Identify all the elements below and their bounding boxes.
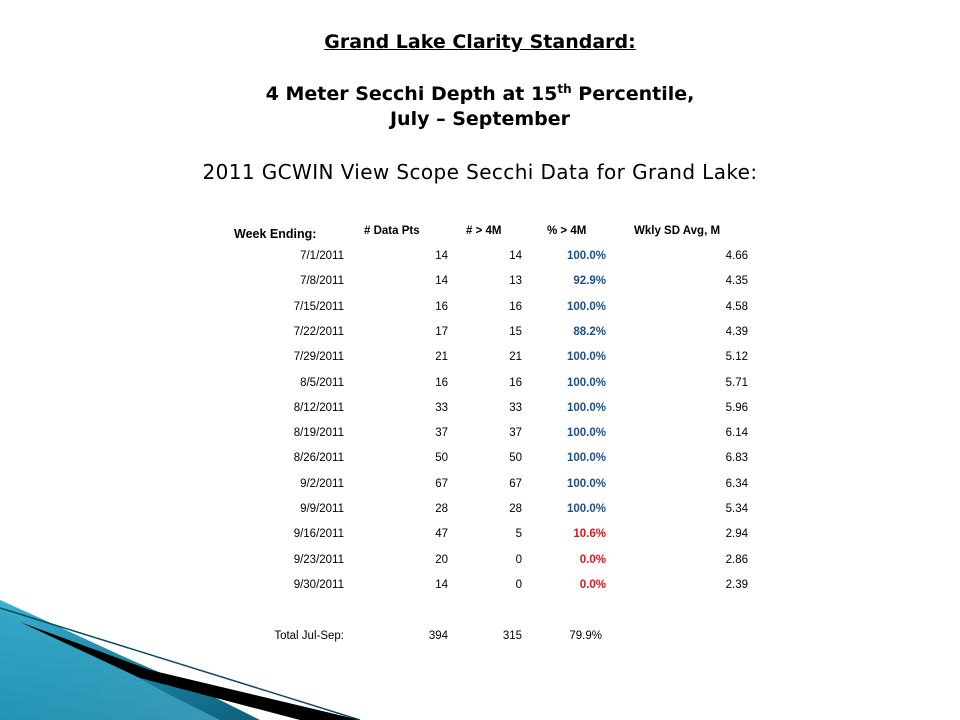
pct-gt4m-cell: 100.0% [566, 427, 606, 440]
wkly-avg-cell: 5.96 [725, 401, 748, 414]
week-ending-cell: 9/16/2011 [293, 528, 344, 541]
data-pts-cell: 67 [435, 477, 448, 490]
week-ending-cell: 7/29/2011 [293, 351, 344, 364]
count-gt4m-cell: 21 [509, 351, 522, 364]
wkly-avg-cell: 5.34 [725, 503, 748, 515]
pct-gt4m-cell: 100.0% [566, 503, 606, 515]
week-ending-cell: 9/2/2011 [300, 477, 344, 490]
teal-wave-highlight [0, 610, 220, 720]
standard-depth-line [0, 82, 960, 106]
data-pts-cell: 17 [435, 325, 448, 338]
wkly-avg-cell: 4.66 [725, 250, 748, 262]
data-pts-cell: 16 [435, 376, 448, 389]
data-pts-cell: 47 [435, 528, 448, 541]
total-label: Total Jul-Sep: [274, 630, 344, 642]
column-header: % > 4M [547, 225, 587, 237]
pct-gt4m-cell: 88.2% [573, 325, 606, 338]
wkly-avg-cell: 4.58 [725, 300, 748, 313]
pct-gt4m-cell: 100.0% [566, 300, 606, 313]
pct-gt4m-cell: 100.0% [566, 452, 606, 465]
count-gt4m-cell: 37 [509, 427, 522, 440]
week-ending-cell: 7/22/2011 [293, 325, 344, 338]
count-gt4m-cell: 50 [509, 452, 522, 465]
page-title: Grand Lake Clarity Standard: [324, 31, 636, 53]
count-gt4m-cell: 16 [509, 376, 522, 389]
standard-season-line: July – September [389, 108, 571, 130]
data-pts-cell: 37 [435, 427, 448, 440]
wkly-avg-cell: 4.39 [725, 325, 748, 338]
count-gt4m-cell: 0 [515, 553, 522, 566]
count-gt4m-cell: 14 [509, 250, 522, 262]
data-pts-cell: 14 [435, 275, 448, 288]
pct-gt4m-cell: 100.0% [566, 351, 606, 364]
week-ending-cell: 7/15/2011 [293, 300, 344, 313]
column-header: # > 4M [466, 225, 502, 237]
data-pts-cell: 28 [435, 503, 448, 515]
count-gt4m-cell: 16 [509, 300, 522, 313]
data-pts-cell: 21 [435, 351, 448, 364]
pct-gt4m-cell: 0.0% [579, 553, 606, 566]
corner-decoration [0, 600, 400, 720]
total-data-pts: 394 [428, 630, 448, 642]
standard-percentile-text: Percentile, [571, 83, 695, 105]
pct-gt4m-cell: 92.9% [573, 275, 606, 288]
total-count-gt4m: 315 [502, 630, 522, 642]
week-ending-cell: 7/1/2011 [300, 250, 344, 262]
wkly-avg-cell: 2.86 [725, 553, 748, 566]
count-gt4m-cell: 13 [509, 275, 522, 288]
count-gt4m-cell: 5 [515, 528, 522, 541]
data-pts-cell: 20 [435, 553, 448, 566]
count-gt4m-cell: 67 [509, 477, 522, 490]
total-pct-gt4m: 79.9% [569, 630, 602, 642]
column-header: Week Ending: [234, 227, 317, 241]
pct-gt4m-cell: 100.0% [566, 401, 606, 414]
standard-depth-text: 4 Meter Secchi Depth at 15 [265, 83, 558, 105]
data-pts-cell: 16 [435, 300, 448, 313]
count-gt4m-cell: 28 [509, 503, 522, 515]
week-ending-cell: 8/26/2011 [293, 452, 344, 465]
column-header: Wkly SD Avg, M [634, 225, 721, 237]
wkly-avg-cell: 6.14 [725, 427, 748, 440]
week-ending-cell: 9/9/2011 [300, 503, 344, 515]
wkly-avg-cell: 6.34 [725, 477, 748, 490]
column-header: # Data Pts [364, 225, 420, 237]
data-pts-cell: 33 [435, 401, 448, 414]
week-ending-cell: 8/5/2011 [300, 376, 344, 389]
data-subtitle: 2011 GCWIN View Scope Secchi Data for Grand Lake: [202, 160, 758, 184]
wkly-avg-cell: 2.94 [725, 528, 748, 541]
pct-gt4m-cell: 10.6% [573, 528, 606, 541]
wkly-avg-cell: 4.35 [725, 275, 748, 288]
wkly-avg-cell: 5.12 [725, 351, 748, 364]
week-ending-cell: 7/8/2011 [300, 275, 344, 288]
count-gt4m-cell: 15 [509, 325, 522, 338]
pct-gt4m-cell: 0.0% [579, 578, 606, 591]
week-ending-cell: 8/12/2011 [293, 401, 344, 414]
week-ending-cell: 9/30/2011 [293, 578, 344, 591]
week-ending-cell: 9/23/2011 [293, 553, 344, 566]
wkly-avg-cell: 5.71 [725, 376, 748, 389]
wkly-avg-cell: 2.39 [725, 578, 748, 591]
week-ending-cell: 8/19/2011 [293, 427, 344, 440]
count-gt4m-cell: 33 [509, 401, 522, 414]
ordinal-suffix: th [557, 82, 572, 96]
pct-gt4m-cell: 100.0% [566, 250, 606, 262]
data-pts-cell: 50 [435, 452, 448, 465]
data-pts-cell: 14 [435, 250, 448, 262]
pct-gt4m-cell: 100.0% [566, 376, 606, 389]
count-gt4m-cell: 0 [515, 578, 522, 591]
pct-gt4m-cell: 100.0% [566, 477, 606, 490]
data-pts-cell: 14 [435, 578, 448, 591]
wkly-avg-cell: 6.83 [725, 452, 748, 465]
